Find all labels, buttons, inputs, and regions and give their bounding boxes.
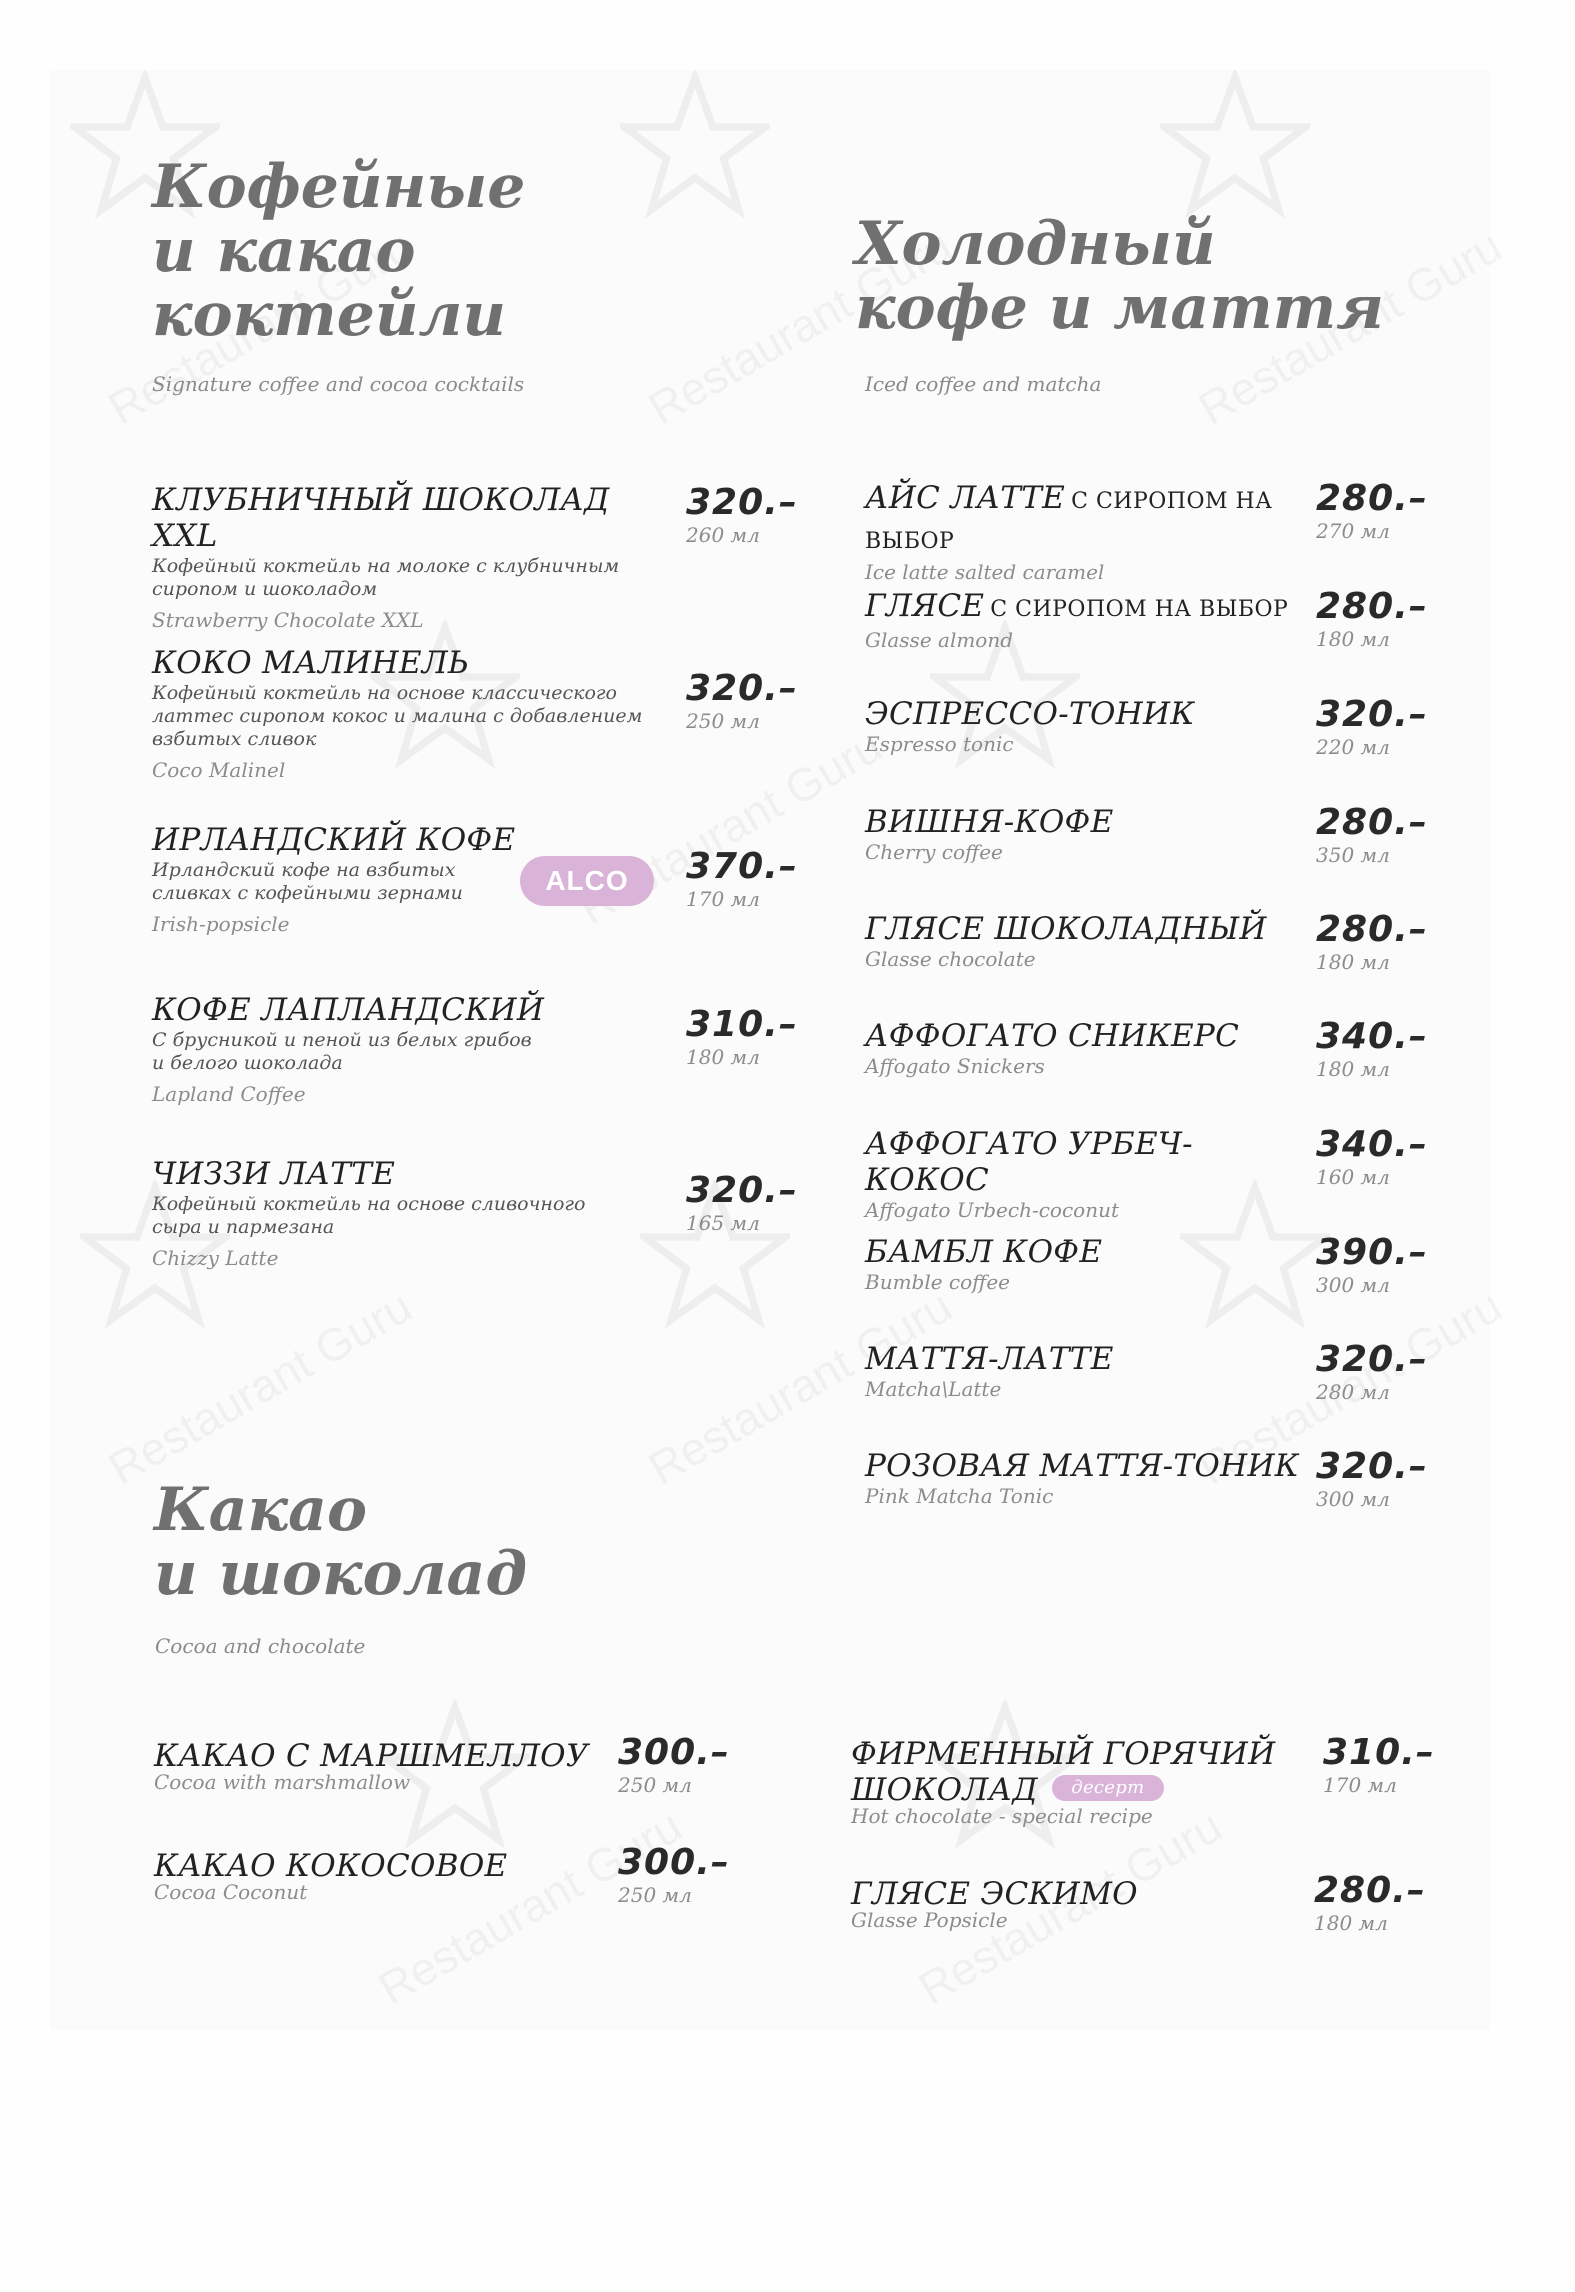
item-name: ГЛЯСЕ ШОКОЛАДНЫЙ [865,911,1267,947]
item-name-en: Coco Malinel [152,758,286,782]
menu-item [865,804,1315,864]
item-name-en: Cocoa with marshmallow [154,1770,411,1794]
item-name-en: Chizzy Latte [152,1246,279,1270]
item-name-en: Ice latte salted caramel [865,560,1105,584]
menu-item [865,588,1315,652]
price-value: 390.– [1316,1232,1428,1273]
section-subtitle-iced: Iced coffee and matcha [865,372,1102,396]
item-name: АФФОГАТО УРБЕЧ-КОКОС [865,1126,1193,1198]
item-name: ВИШНЯ-КОФЕ [865,804,1114,840]
item-name: КАКАО КОКОСОВОЕ [154,1848,508,1884]
menu-item [865,696,1315,756]
item-description: Кофейный коктейль на молоке с клубничным [152,555,620,577]
item-name-en: Glasse almond [865,628,1014,652]
item-description: латтес сиропом кокос и малина с добавлением [152,705,643,727]
item-name: БАМБЛ КОФЕ [865,1234,1103,1270]
item-description: Кофейный коктейль на основе сливочного [152,1193,586,1215]
price-value: 320.– [686,482,798,523]
item-name: КАКАО С МАРШМЕЛЛОУ [154,1738,589,1774]
item-name: ФИРМЕННЫЙ ГОРЯЧИЙ [851,1736,1276,1772]
price-volume: 170 мл [1323,1773,1397,1797]
menu-item [851,1876,1311,1932]
price-volume: 250 мл [618,1883,692,1907]
price-volume: 250 мл [686,709,760,733]
title-line: и какао [152,216,416,286]
price-volume: 170 мл [686,887,760,911]
item-name-en: Pink Matcha Tonic [865,1484,1054,1508]
item-name: ИРЛАНДСКИЙ КОФЕ [152,822,516,858]
price-value: 340.– [1316,1016,1428,1057]
item-name: РОЗОВАЯ МАТТЯ-ТОНИК [865,1448,1300,1484]
item-name-main: ГЛЯСЕ [865,588,985,624]
price-value: 280.– [1316,586,1428,627]
section-subtitle-cocktails: Signature coffee and cocoa cocktails [152,372,525,396]
item-price [686,1006,798,1068]
menu-item [851,1736,1311,1828]
item-name: ГЛЯСЕ ЭСКИМО [851,1876,1138,1912]
item-name-en: Matcha\Latte [865,1377,1002,1401]
item-price [1316,1018,1428,1080]
price-volume: 165 мл [686,1211,760,1235]
item-name-line: ШОКОЛАД [851,1772,1038,1808]
item-name-en: Glasse chocolate [865,947,1036,971]
price-volume: 260 мл [686,523,760,547]
item-description: и белого шоколада [152,1052,343,1074]
item-name: КОФЕ ЛАПЛАНДСКИЙ [152,992,545,1028]
item-price [686,670,798,732]
item-name-en: Bumble coffee [865,1270,1011,1294]
item-name [865,480,1315,560]
price-value: 310.– [686,1004,798,1045]
item-price [1316,1126,1428,1188]
price-value: 300.– [618,1732,730,1773]
item-description: сиропом и шоколадом [152,578,378,600]
item-description: Кофейный коктейль на основе классического [152,682,617,704]
price-value: 280.– [1316,909,1428,950]
item-name: ЭСПРЕССО-ТОНИК [865,696,1195,732]
section-title-cocktails [152,152,526,350]
item-price [1316,1234,1428,1296]
item-name [851,1772,1311,1808]
item-name: КОКО МАЛИНЕЛЬ [152,645,470,681]
item-price [1323,1734,1435,1796]
price-volume: 180 мл [1316,950,1390,974]
price-volume: 300 мл [1316,1273,1390,1297]
price-volume: 220 мл [1316,735,1390,759]
item-name-note: С СИРОПОМ НА ВЫБОР [865,489,1273,554]
price-value: 370.– [686,846,798,887]
item-description: сыра и пармезана [152,1216,335,1238]
price-volume: 250 мл [618,1773,692,1797]
section-title-cocoa [154,1475,528,1609]
title-line: Холодный [855,209,1216,279]
menu-item [865,1341,1315,1401]
item-name: ЧИЗЗИ ЛАТТЕ [152,1156,396,1192]
item-name-en: Espresso tonic [865,732,1014,756]
item-description: С брусникой и пеной из белых грибов [152,1029,532,1051]
item-description: сливках с кофейными зернами [152,882,463,904]
item-name-en: Cherry coffee [865,840,1003,864]
menu-item [865,1018,1315,1078]
dessert-badge: десерт [1052,1775,1164,1801]
price-value: 340.– [1316,1124,1428,1165]
price-volume: 180 мл [1316,1057,1390,1081]
item-name-en: Affogato Urbech-coconut [865,1198,1119,1222]
menu-item [865,1448,1315,1508]
item-price [1316,588,1428,650]
price-volume: 160 мл [1316,1165,1390,1189]
item-name: АФФОГАТО СНИКЕРС [865,1018,1240,1054]
item-price [1316,1341,1428,1403]
item-price [1314,1872,1426,1934]
item-name: МАТТЯ-ЛАТТЕ [865,1341,1114,1377]
price-value: 320.– [686,668,798,709]
alco-badge: ALCO [520,856,654,906]
item-price [686,848,798,910]
price-value: 300.– [618,1842,730,1883]
price-value: 320.– [1316,694,1428,735]
section-title-iced [855,209,1384,343]
menu-item [154,1848,614,1904]
item-price [1316,696,1428,758]
title-line: Какао [154,1475,367,1545]
price-value: 280.– [1316,478,1428,519]
price-volume: 180 мл [1316,627,1390,651]
item-name-en: Cocoa Coconut [154,1880,308,1904]
price-volume: 270 мл [1316,519,1390,543]
item-price [1316,804,1428,866]
price-volume: 350 мл [1316,843,1390,867]
section-subtitle-cocoa: Cocoa and chocolate [155,1634,366,1658]
price-volume: 300 мл [1316,1487,1390,1511]
item-name-note: С СИРОПОМ НА ВЫБОР [990,597,1289,622]
item-name-en: Glasse Popsicle [851,1908,1008,1932]
price-volume: 280 мл [1316,1380,1390,1404]
item-name [865,588,1315,628]
item-price [686,484,798,546]
price-value: 320.– [1316,1446,1428,1487]
price-volume: 180 мл [686,1045,760,1069]
item-name: КЛУБНИЧНЫЙ ШОКОЛАД XXL [152,482,610,554]
item-description: взбитых сливок [152,728,317,750]
title-line: и шоколад [154,1539,528,1609]
item-price [686,1172,798,1234]
item-name-main: АЙС ЛАТТЕ [865,480,1066,516]
item-price [618,1844,730,1906]
item-name-en: Hot chocolate - special recipe [851,1804,1153,1828]
menu-item [152,1156,672,1270]
item-name-en: Strawberry Chocolate XXL [152,608,424,632]
title-line: Кофейные [152,152,526,222]
title-line: коктейли [152,280,507,350]
item-description: Ирландский кофе на взбитых [152,859,456,881]
price-value: 310.– [1323,1732,1435,1773]
menu-item [865,1126,1315,1222]
menu-item [865,911,1315,971]
item-price [1316,480,1428,542]
menu-item [865,1234,1315,1294]
item-name-en: Lapland Coffee [152,1082,306,1106]
title-line: кофе и маття [855,273,1384,343]
menu-item [152,645,672,782]
item-name-en: Affogato Snickers [865,1054,1045,1078]
menu-item [152,482,672,632]
price-value: 280.– [1316,802,1428,843]
menu-item [152,992,672,1106]
item-price [618,1734,730,1796]
item-price [1316,911,1428,973]
menu-item [865,480,1315,584]
price-value: 280.– [1314,1870,1426,1911]
price-value: 320.– [686,1170,798,1211]
price-value: 320.– [1316,1339,1428,1380]
item-name-en: Irish-popsicle [152,912,290,936]
price-volume: 180 мл [1314,1911,1388,1935]
item-price [1316,1448,1428,1510]
menu-item [154,1738,614,1794]
